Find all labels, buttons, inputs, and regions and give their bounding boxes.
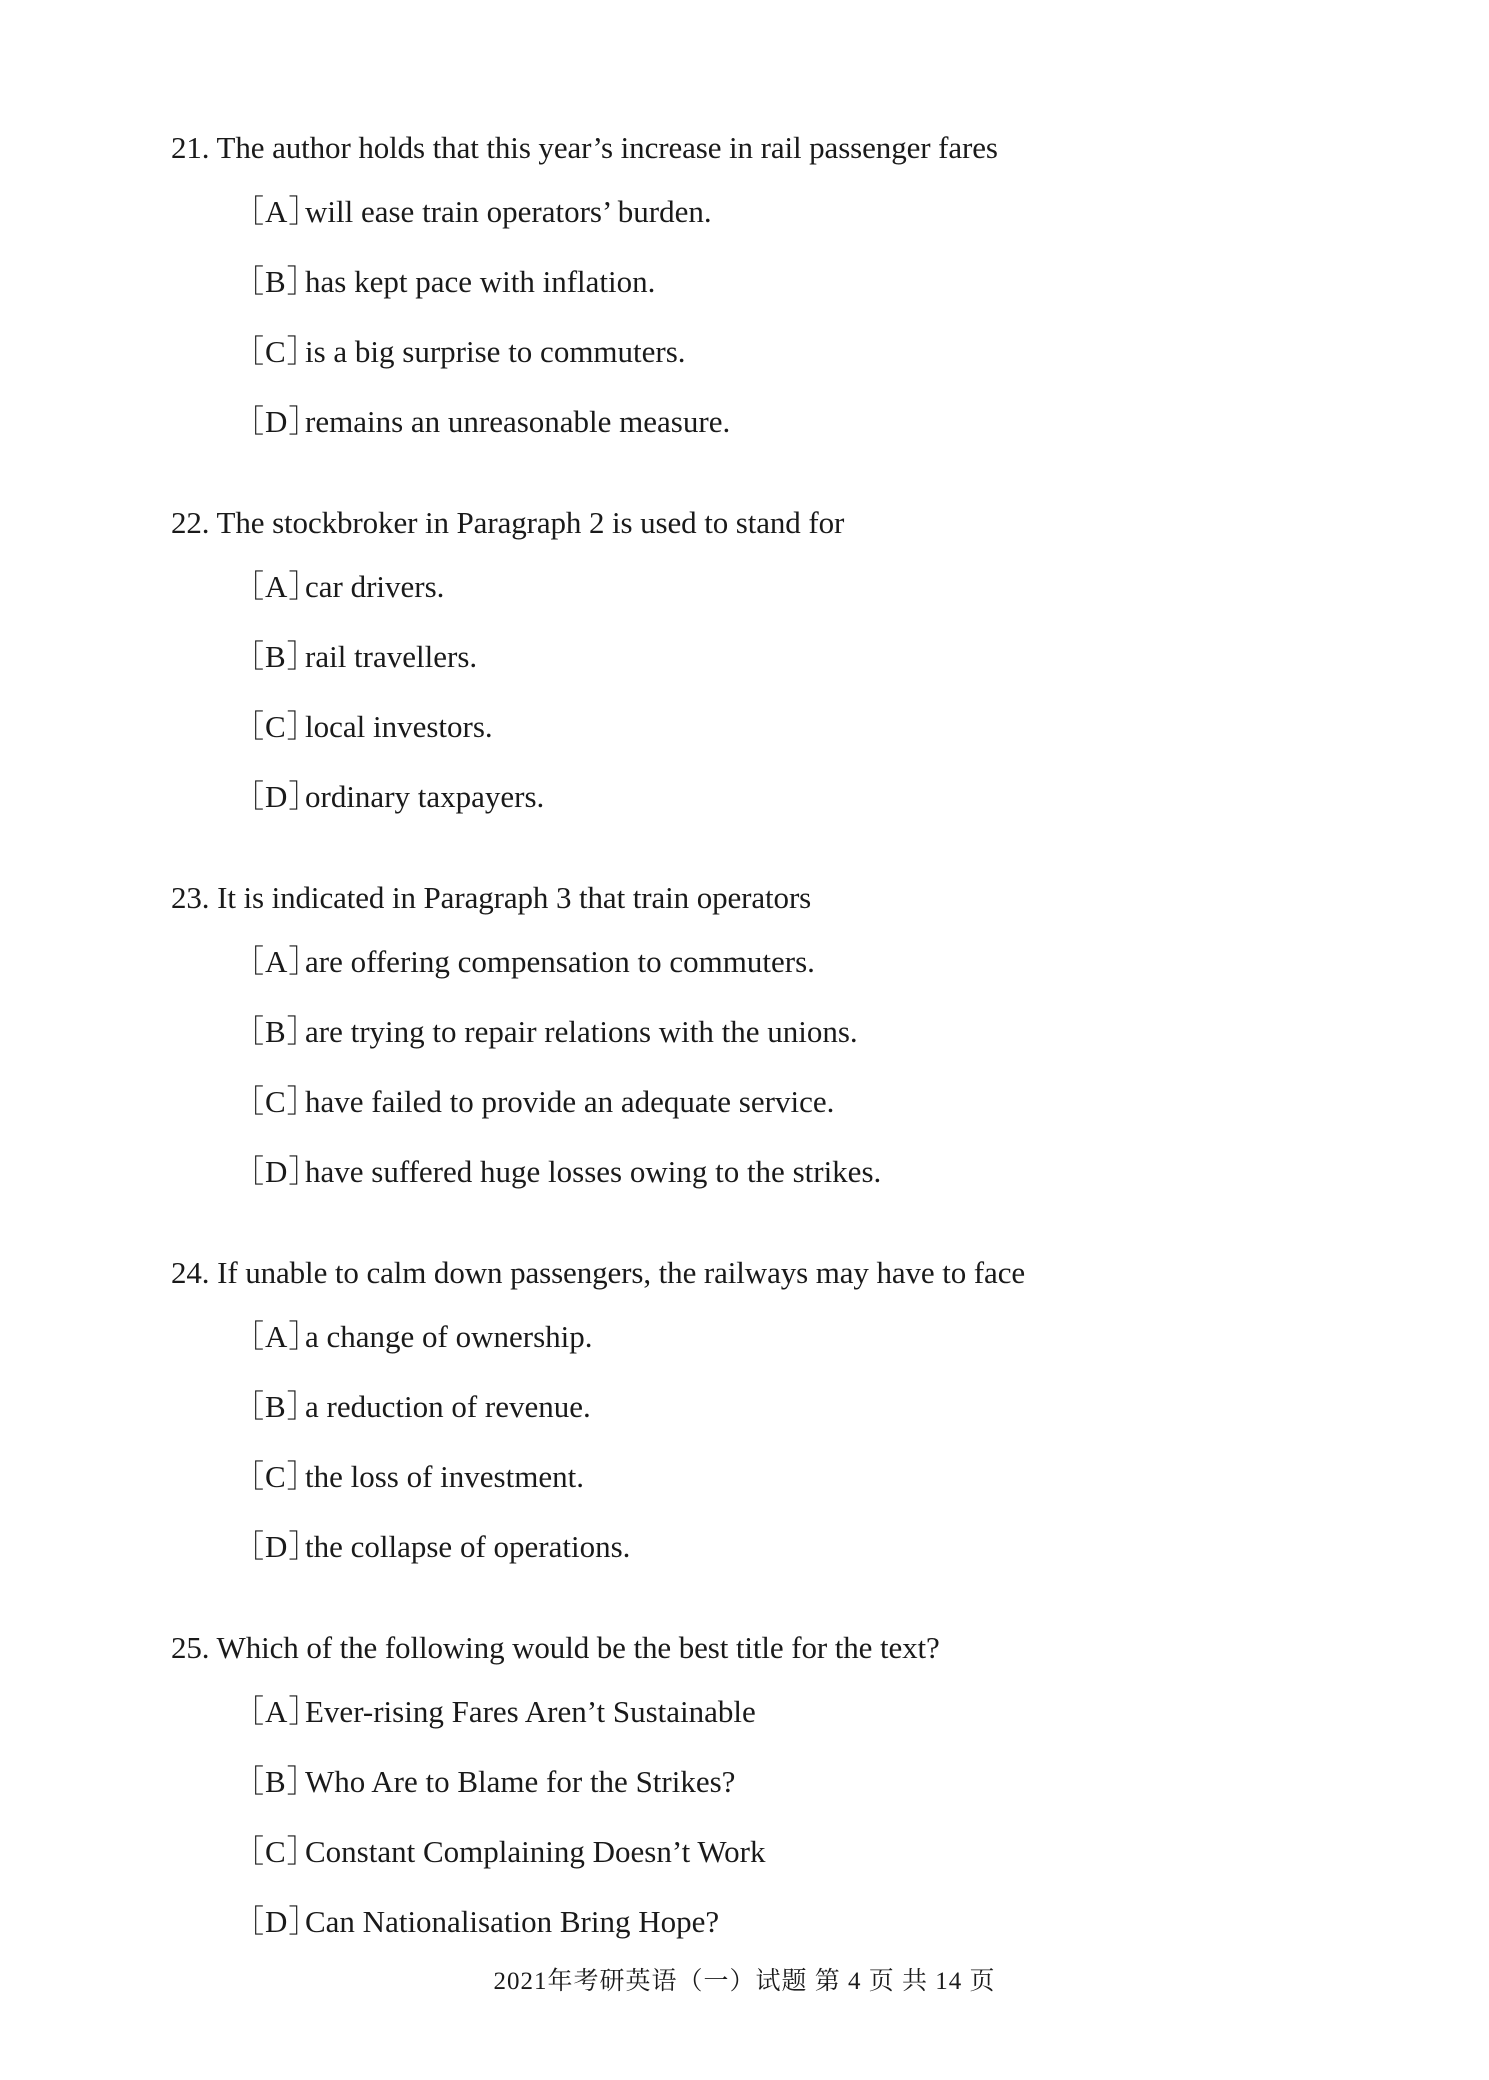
option-letter: ［C］ <box>233 1084 319 1119</box>
option-letter: ［D］ <box>233 1154 321 1189</box>
option-letter: ［C］ <box>233 334 319 369</box>
option-text: are trying to repair relations with the unions. <box>305 1014 858 1049</box>
option-text: Ever-rising Fares Aren’t Sustainable <box>305 1694 756 1729</box>
option-text: remains an unreasonable measure. <box>305 404 731 439</box>
option-c <box>233 1832 766 1872</box>
option-letter: ［D］ <box>233 779 321 814</box>
option-d <box>233 402 730 442</box>
option-text: rail travellers. <box>305 639 478 674</box>
option-letter: ［D］ <box>233 1529 321 1564</box>
option-d <box>233 1152 881 1192</box>
option-d <box>233 1902 719 1942</box>
option-text: Constant Complaining Doesn’t Work <box>305 1834 766 1869</box>
option-letter: ［B］ <box>233 639 319 674</box>
option-c <box>233 332 686 372</box>
option-letter: ［B］ <box>233 1389 319 1424</box>
option-letter: ［C］ <box>233 1834 319 1869</box>
option-letter: ［B］ <box>233 1764 319 1799</box>
option-text: has kept pace with inflation. <box>305 264 656 299</box>
option-text: the collapse of operations. <box>305 1529 631 1564</box>
question-stem: 21. The author holds that this year’s increase in rail passenger fares <box>171 130 998 165</box>
question-stem: 24. If unable to calm down passengers, the railways may have to face <box>171 1255 1026 1290</box>
option-letter: ［A］ <box>233 569 321 604</box>
option-b <box>233 1387 591 1427</box>
option-d <box>233 777 544 817</box>
option-letter: ［A］ <box>233 944 321 979</box>
option-letter: ［A］ <box>233 1694 321 1729</box>
option-b <box>233 262 655 302</box>
option-text: is a big surprise to commuters. <box>305 334 686 369</box>
option-text: Can Nationalisation Bring Hope? <box>305 1904 720 1939</box>
option-letter: ［C］ <box>233 1459 319 1494</box>
option-letter: ［D］ <box>233 1904 321 1939</box>
option-letter: ［B］ <box>233 264 319 299</box>
question-stem: 22. The stockbroker in Paragraph 2 is used to stand for <box>171 505 845 540</box>
option-text: a reduction of revenue. <box>305 1389 591 1424</box>
option-a <box>233 192 712 232</box>
page-footer: 2021年考研英语（一）试题 第 4 页 共 14 页 <box>493 1968 996 1995</box>
option-text: the loss of investment. <box>305 1459 584 1494</box>
option-text: local investors. <box>305 709 493 744</box>
question-stem: 23. It is indicated in Paragraph 3 that train operators <box>171 880 812 915</box>
option-letter: ［A］ <box>233 1319 321 1354</box>
option-letter: ［B］ <box>233 1014 319 1049</box>
option-text: ordinary taxpayers. <box>305 779 545 814</box>
option-text: car drivers. <box>305 569 445 604</box>
option-b <box>233 637 477 677</box>
option-b <box>233 1012 858 1052</box>
option-a <box>233 942 815 982</box>
option-c <box>233 707 493 747</box>
option-letter: ［A］ <box>233 194 321 229</box>
option-text: will ease train operators’ burden. <box>305 194 712 229</box>
option-c <box>233 1457 584 1497</box>
option-c <box>233 1082 834 1122</box>
option-text: Who Are to Blame for the Strikes? <box>305 1764 736 1799</box>
option-text: have failed to provide an adequate service. <box>305 1084 835 1119</box>
question-stem: 25. Which of the following would be the best title for the text? <box>171 1630 940 1665</box>
option-a <box>233 567 444 607</box>
option-a <box>233 1317 593 1357</box>
option-letter: ［C］ <box>233 709 319 744</box>
option-text: have suffered huge losses owing to the strikes. <box>305 1154 882 1189</box>
option-a <box>233 1692 756 1732</box>
option-b <box>233 1762 735 1802</box>
option-text: are offering compensation to commuters. <box>305 944 815 979</box>
option-text: a change of ownership. <box>305 1319 593 1354</box>
option-letter: ［D］ <box>233 404 321 439</box>
option-d <box>233 1527 630 1567</box>
